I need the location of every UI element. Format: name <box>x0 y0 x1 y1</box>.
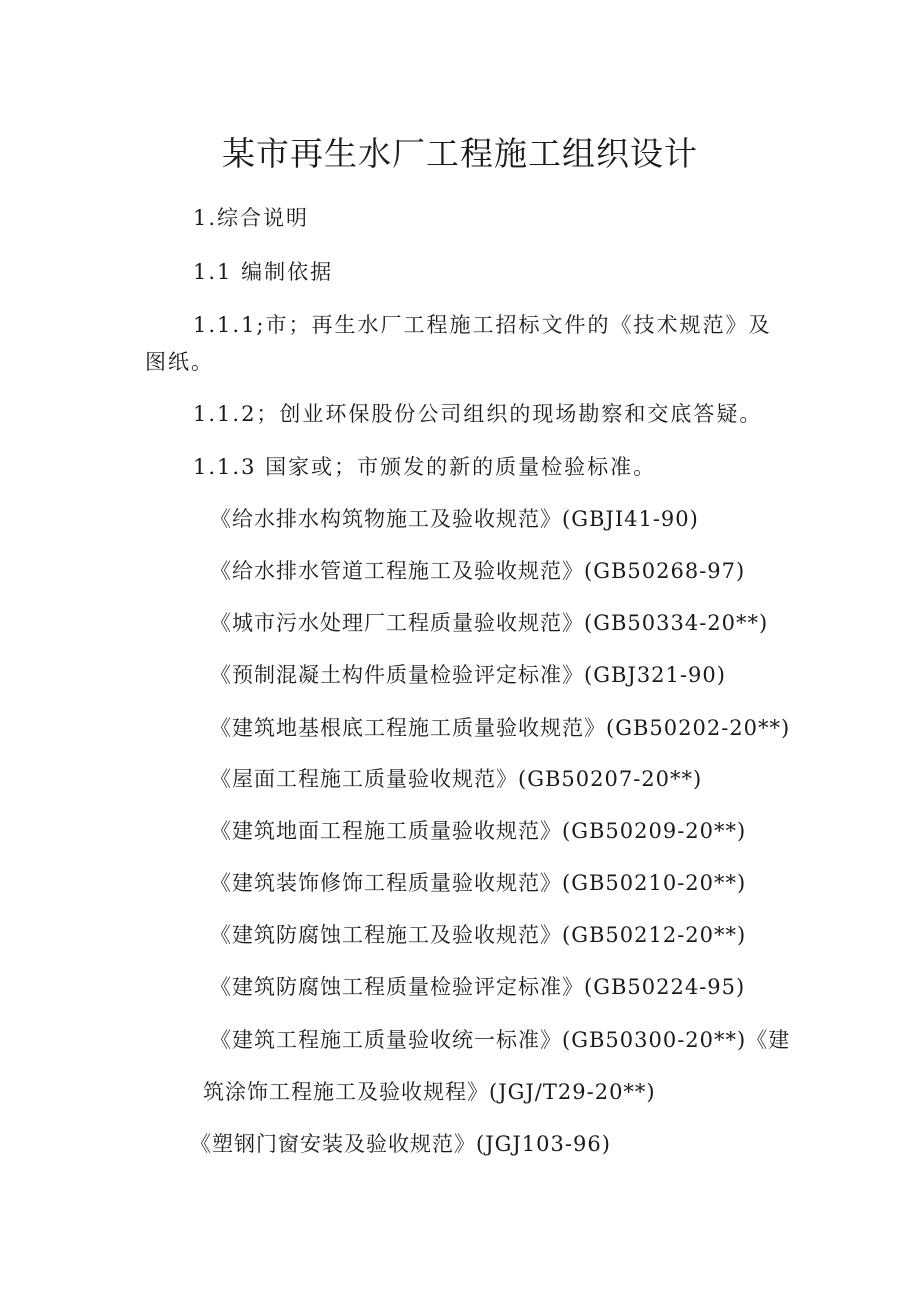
standard-item: 《建筑防腐蚀工程质量检验评定标准》(GB50224-95) <box>210 975 746 999</box>
subsection-heading: 1.1 编制依据 <box>193 260 334 284</box>
standard-item: 《建筑防腐蚀工程施工及验收规范》(GB50212-20**) <box>210 923 747 947</box>
standard-item: 《预制混凝土构件质量检验评定标准》(GBJ321-90) <box>210 663 726 687</box>
standard-item: 《建筑地面工程施工质量验收规范》(GB50209-20**) <box>210 819 747 843</box>
paragraph-1-1-3: 1.1.3 国家或；市颁发的新的质量检验标准。 <box>193 455 657 479</box>
standard-item: 《给水排水管道工程施工及验收规范》(GB50268-97) <box>210 559 746 583</box>
standard-item: 《建筑地基根底工程施工质量验收规范》(GB50202-20**) <box>210 716 791 740</box>
standard-item: 《塑钢门窗安装及验收规范》(JGJ103-96) <box>190 1132 611 1156</box>
section-heading: 1.综合说明 <box>193 206 310 230</box>
standard-item: 《给水排水构筑物施工及验收规范》(GBJI41-90) <box>210 507 699 531</box>
standard-item: 《建筑装饰修饰工程质量验收规范》(GB50210-20**) <box>210 871 747 895</box>
standard-item: 《城市污水处理厂工程质量验收规范》(GB50334-20**) <box>210 611 769 635</box>
standard-item: 《屋面工程施工质量验收规范》(GB50207-20**) <box>210 767 703 791</box>
paragraph-1-1-1-continued: 图纸。 <box>145 350 214 374</box>
standard-item: 筑涂饰工程施工及验收规程》(JGJ/T29-20**) <box>203 1080 656 1104</box>
standard-item: 《建筑工程施工质量验收统一标准》(GB50300-20**)《建 <box>210 1028 791 1052</box>
page-title: 某市再生水厂工程施工组织设计 <box>222 134 698 173</box>
paragraph-1-1-2: 1.1.2；创业环保股份公司组织的现场勘察和交底答疑。 <box>193 402 763 426</box>
paragraph-1-1-1: 1.1.1;市；再生水厂工程施工招标文件的《技术规范》及 <box>193 313 772 337</box>
